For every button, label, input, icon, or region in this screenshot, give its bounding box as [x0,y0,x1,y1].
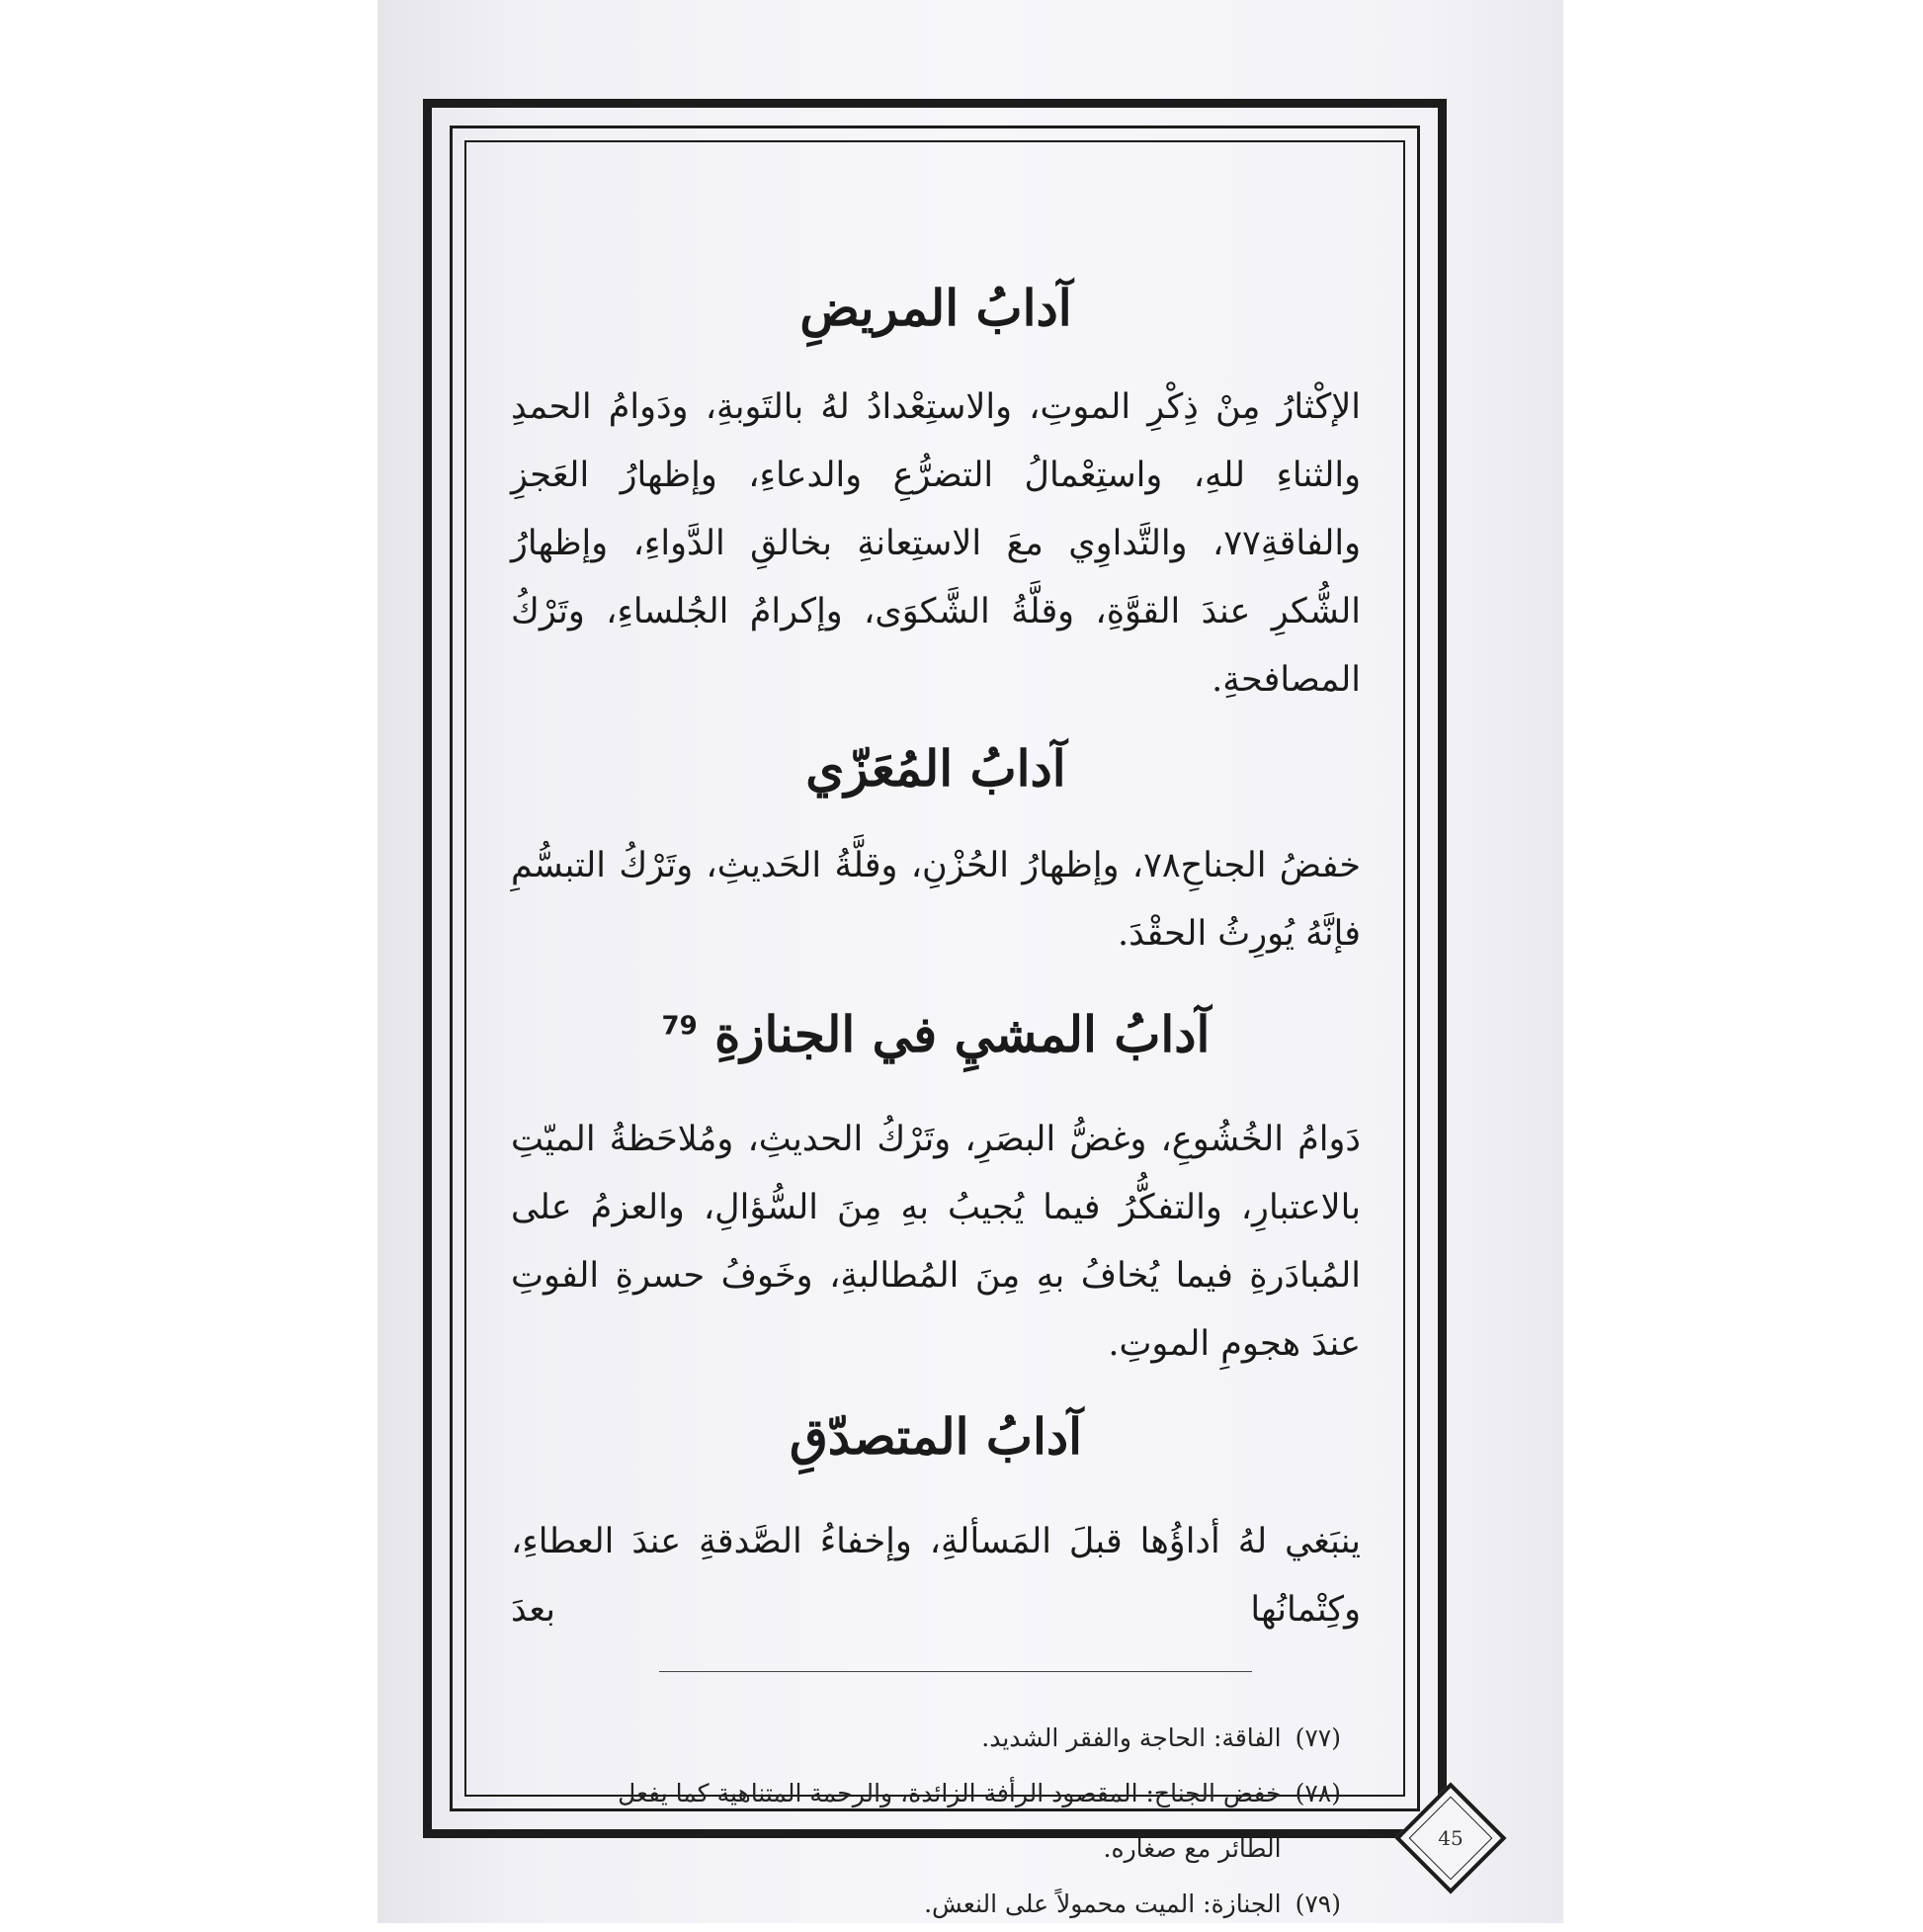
footnote-number: (٧٩) [1295,1890,1341,1918]
page-number: 45 [1438,1826,1463,1850]
section-paragraph-consoler: خفضُ الجناحِ٧٨، وإظهارُ الحُزْنِ، وقلَّةُ الحَديثِ، وتَرْكُ التبسُّمِ فإنَّهُ يُورِثُ الحقْدَ. [511,846,1361,954]
footnote-text: الجنازة: الميت محمولاً على النعش. [924,1890,1282,1918]
footnote-number: (٧٨) [1295,1779,1341,1807]
footnote-item [570,1877,1341,1932]
footnote-separator [659,1671,1252,1672]
footnote-number: (٧٧) [1295,1723,1341,1752]
section-title-text: آدابُ المريضِ [799,279,1072,337]
page-border [423,99,1447,1918]
footnote-item [570,1711,1341,1766]
book-page [377,0,1563,1923]
section-title-text: آدابُ المتصدّقِ [789,1407,1083,1466]
section-title-consoler [511,736,1361,800]
section-title-text: آدابُ المشيِ في الجنازةِ [714,1005,1211,1063]
footnotes [570,1711,1341,1932]
section-paragraph-donor: ينبَغي لهُ أداؤُها قبلَ المَسألةِ، وإخفاءُ الصَّدقةِ عندَ العطاءِ، وكِتْمانُها بعدَ [511,1522,1361,1630]
section-title-text: آدابُ المُعَزّي [805,739,1066,798]
section-title-donor [511,1404,1361,1469]
footnote-text: خفض الجناح: المقصود الرأفة الزائدة، والرحمة المتناهية كما يفعل الطائر مع صغاره. [618,1779,1282,1863]
footnote-item [570,1766,1341,1877]
section-paragraph-funeral: دَوامُ الخُشُوعِ، وغضُّ البصَرِ، وتَرْكُ الحديثِ، ومُلاحَظةُ الميّتِ بالاعتبارِ، والتفكُّرُ فيما يُجيبُ بهِ مِنَ السُّؤالِ، والعزمُ على المُبادَرةِ فيما يُخافُ بهِ مِنَ المُطالبةِ، وخَوفُ حسرةِ الفوتِ عندَ هجومِ الموتِ. [511,1120,1361,1364]
section-title-funeral [511,1002,1361,1066]
section-title-patient [511,276,1361,340]
page-content [511,276,1361,1644]
section-paragraph-patient: الإكْثارُ مِنْ ذِكْرِ الموتِ، والاستِعْدادُ لهُ بالتَوبةِ، ودَوامُ الحمدِ والثناءِ للهِ، واستِعْمالُ التضرُّعِ والدعاءِ، وإظهارُ العَجزِ والفاقةِ٧٧، والتَّداوِي معَ الاستِعانةِ بخالقِ الدَّواءِ، وإظهارُ الشُّكرِ عندَ القوَّةِ، وقلَّةُ الشَّكوَى، وإكرامُ الجُلساءِ، وتَرْكُ المصافحةِ. [511,387,1361,700]
footnote-ref: 79 [661,1011,698,1042]
footnote-text: الفاقة: الحاجة والفقر الشديد. [981,1723,1282,1752]
